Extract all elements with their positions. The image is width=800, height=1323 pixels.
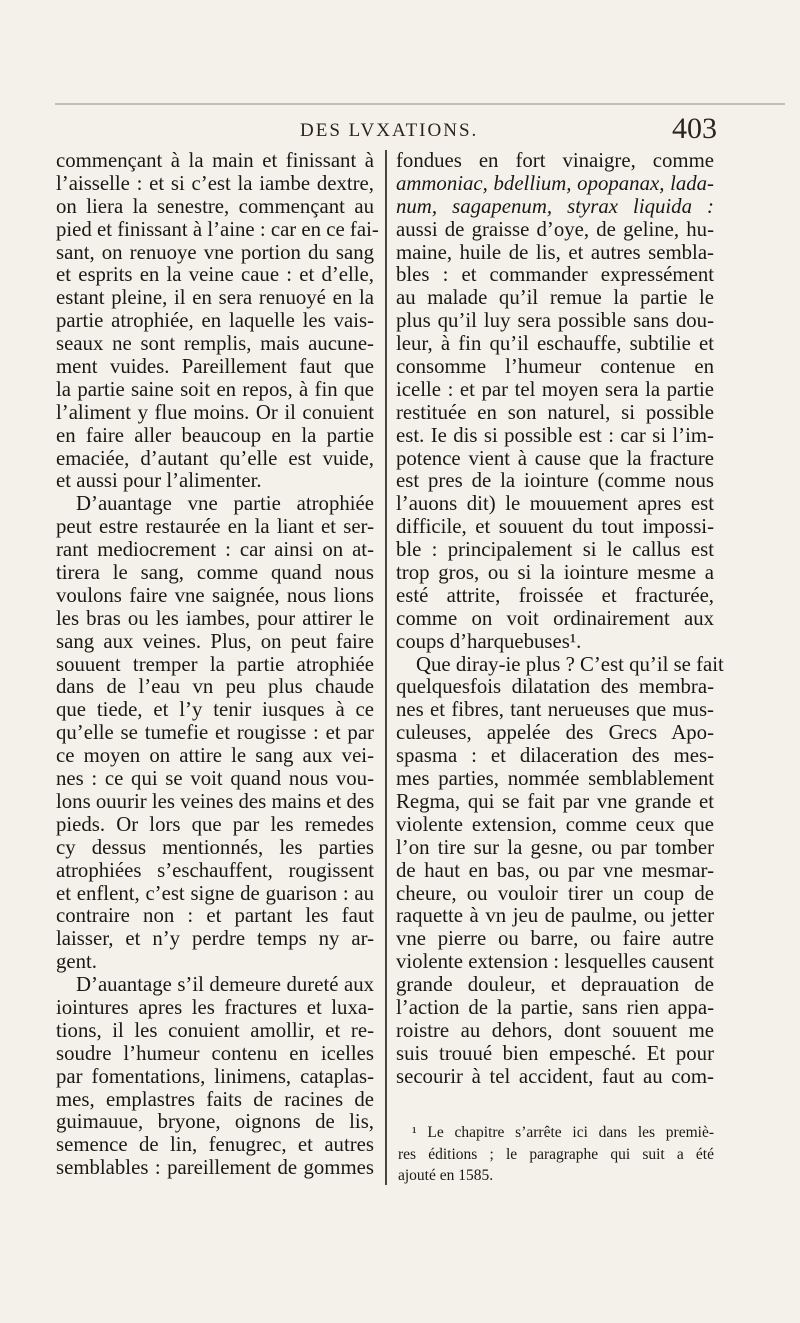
left-column-line: emaciée, d’autant qu’elle est vuide, (56, 446, 374, 470)
left-column-line: guimauue, bryone, oignons de lis, (56, 1110, 374, 1134)
right-column-line: num, sagapenum, styrax liquida : (396, 194, 714, 218)
left-column-line: ce moyen on attire le sang aux vei- (56, 744, 374, 768)
right-column-line: nes et fibres, tant nerueuses que mus- (396, 698, 714, 722)
left-column-line: contraire non : et partant les faut (56, 904, 374, 928)
left-column-line: partie atrophiée, en laquelle les vais- (56, 309, 374, 333)
right-column-line: Regma, qui se fait par vne grande et (396, 789, 714, 813)
right-column-line: ammoniac, bdellium, opopanax, lada- (396, 171, 714, 195)
right-column-line: fondues en fort vinaigre, comme (396, 149, 714, 172)
right-column-line: ble : principalement si le callus est (396, 538, 714, 562)
left-column-line: qu’elle se tumefie et rougisse : et par (56, 721, 374, 745)
left-column-line: seaux ne sont remplis, mais aucune- (56, 332, 374, 356)
left-column-line: semblables : pareillement de gommes (56, 1156, 374, 1180)
left-column-line: sant, on renuoye vne portion du sang (56, 240, 374, 264)
left-column (56, 149, 379, 1180)
left-column-line: sang aux veines. Plus, on peut faire (56, 629, 374, 653)
right-column-line: comme on voit ordinairement aux (396, 606, 714, 630)
left-column-line: l’aisselle : et si c’est la iambe dextre, (56, 171, 374, 195)
left-column-line: peut estre restaurée en la liant et ser- (56, 515, 374, 539)
right-column-line: spasma : et dilaceration des mes- (396, 744, 714, 768)
right-column-line: Que diray-ie plus ? C’est qu’il se fait (416, 652, 724, 676)
header-rule (55, 103, 785, 105)
right-column-line: aussi de graisse d’oye, de geline, hu- (396, 217, 714, 241)
left-column-line: estant pleine, il en sera renuoyé en la (56, 286, 374, 310)
left-column-line: et enflent, c’est signe de guarison : au (56, 881, 374, 905)
left-column-line: rant mediocrement : car ainsi on at- (56, 538, 374, 562)
right-column-line: difficile, et souuent du tout impossi- (396, 515, 714, 539)
left-column-line: pieds. Or lors que par les remedes (56, 812, 374, 836)
right-column-line: mes parties, nommée semblablement (396, 767, 714, 791)
right-column-line: suis trouué bien empesché. Et pour (396, 1041, 714, 1065)
left-column-line: voulons faire vne saignée, nous lions (56, 583, 374, 607)
left-column-line: en faire aller beaucoup en la partie (56, 423, 374, 447)
column-divider (385, 150, 387, 1185)
right-column-line: est. Ie dis si possible est : car si l’im- (396, 423, 714, 447)
left-column-line: iointures apres les fractures et luxa- (56, 995, 374, 1019)
right-column-line: cheure, ou vouloir tirer un coup de (396, 881, 714, 905)
right-column-line: trop gros, ou si la iointure mesme a (396, 561, 714, 585)
right-column-line: consomme l’humeur contenue en (396, 355, 714, 379)
left-column-line: pied et finissant à l’aine : car en ce fai- (56, 217, 379, 241)
left-column-line: D’auantage s’il demeure dureté aux (76, 973, 374, 997)
left-column-line: on liera la senestre, commençant au (56, 194, 374, 218)
right-column-line: esté attrite, froissée et fracturée, (396, 583, 714, 607)
right-column-line: secourir à tel accident, faut au com- (396, 1064, 714, 1088)
left-column-line: soudre l’humeur contenu en icelles (56, 1041, 374, 1065)
left-column-line: D’auantage vne partie atrophiée (76, 492, 374, 516)
right-column-line: l’auons dit) le mouuement apres est (396, 492, 714, 516)
left-column-line: et aussi pour l’alimenter. (56, 469, 262, 493)
right-column-line: au malade qu’il remue la partie le (396, 286, 714, 310)
right-column-line: quelquesfois dilatation des membra- (396, 675, 714, 699)
left-column-line: laisser, et n’y perdre temps ny ar- (56, 927, 374, 951)
right-column-line: violente extension : lesquelles causent (396, 950, 714, 974)
left-column-line: tions, il les conuient amollir, et re- (56, 1018, 374, 1042)
footnote (398, 1122, 714, 1187)
right-column-line: vne pierre ou barre, ou faire autre (396, 927, 714, 951)
right-column (396, 149, 724, 1089)
right-column-line: plus qu’il luy sera possible sans dou- (396, 309, 714, 333)
left-column-line: la partie saine soit en repos, à fin que (56, 377, 374, 401)
right-column-line: leur, à fin qu’il eschauffe, subtilie et (396, 332, 714, 356)
left-column-line: ment vuides. Pareillement faut que (56, 355, 374, 379)
left-column-line: atrophiées s’eschauffent, rougissent (56, 858, 374, 882)
right-column-line: culeuses, appelée des Grecs Apo- (396, 721, 714, 745)
right-column-line: coups d’harquebuses¹. (396, 629, 582, 653)
right-column-line: l’on tire sur la gesne, ou par tomber (396, 835, 714, 859)
left-column-line: souuent tremper la partie atrophiée (56, 652, 374, 676)
right-column-line: raquette à vn jeu de paulme, ou jetter (396, 904, 714, 928)
left-column-line: nes : ce qui se voit quand nous vou- (56, 767, 374, 791)
right-column-line: potence vient à cause que la fracture (396, 446, 714, 470)
footnote-line: ¹ Le chapitre s’arrête ici dans les premiè- (412, 1124, 714, 1141)
right-column-line: l’action de la partie, sans rien appa- (396, 995, 714, 1019)
left-column-line: et esprits en la veine caue : et d’elle, (56, 263, 374, 287)
footnote-line: res éditions ; le paragraphe qui suit a été (398, 1145, 714, 1163)
right-column-line: bles : et commander expressément (396, 263, 714, 287)
right-column-line: roistre au dehors, dont souuent me (396, 1018, 714, 1042)
left-column-line: l’aliment y flue moins. Or il conuient (56, 400, 374, 424)
left-column-line: mes, emplastres faits de racines de (56, 1087, 374, 1111)
running-head: DES LVXATIONS. (300, 120, 479, 141)
left-column-line: par fomentations, linimens, cataplas- (56, 1064, 374, 1088)
right-column-line: est pres de la iointure (comme nous (396, 469, 714, 493)
left-column-line: lons ouurir les veines des mains et des (56, 789, 375, 813)
footnote-line: ajouté en 1585. (398, 1167, 494, 1184)
left-column-line: semence de lin, fenugrec, et autres (56, 1133, 374, 1157)
left-column-line: commençant à la main et finissant à (56, 149, 374, 172)
left-column-line: les bras ou les iambes, pour attirer le (56, 606, 374, 630)
page-number: 403 (672, 112, 717, 145)
left-column-line: tirera le sang, comme quand nous (56, 561, 374, 585)
right-column-line: maine, huile de lis, et autres sembla- (396, 240, 714, 264)
right-column-line: icelle : et par tel moyen sera la partie (396, 377, 714, 401)
left-column-line: dans de l’eau vn peu plus chaude (56, 675, 374, 699)
left-column-line: gent. (56, 950, 98, 974)
left-column-line: cy dessus mentionnés, les parties (56, 835, 374, 859)
left-column-line: que tiede, et l’y tenir iusques à ce (56, 698, 374, 722)
right-column-line: restituée en son naturel, si possible (396, 400, 714, 424)
right-column-line: grande douleur, et deprauation de (396, 973, 714, 997)
right-column-line: violente extension, comme ceux que (396, 812, 714, 836)
right-column-line: de haut en bas, ou par vne mesmar- (396, 858, 714, 882)
